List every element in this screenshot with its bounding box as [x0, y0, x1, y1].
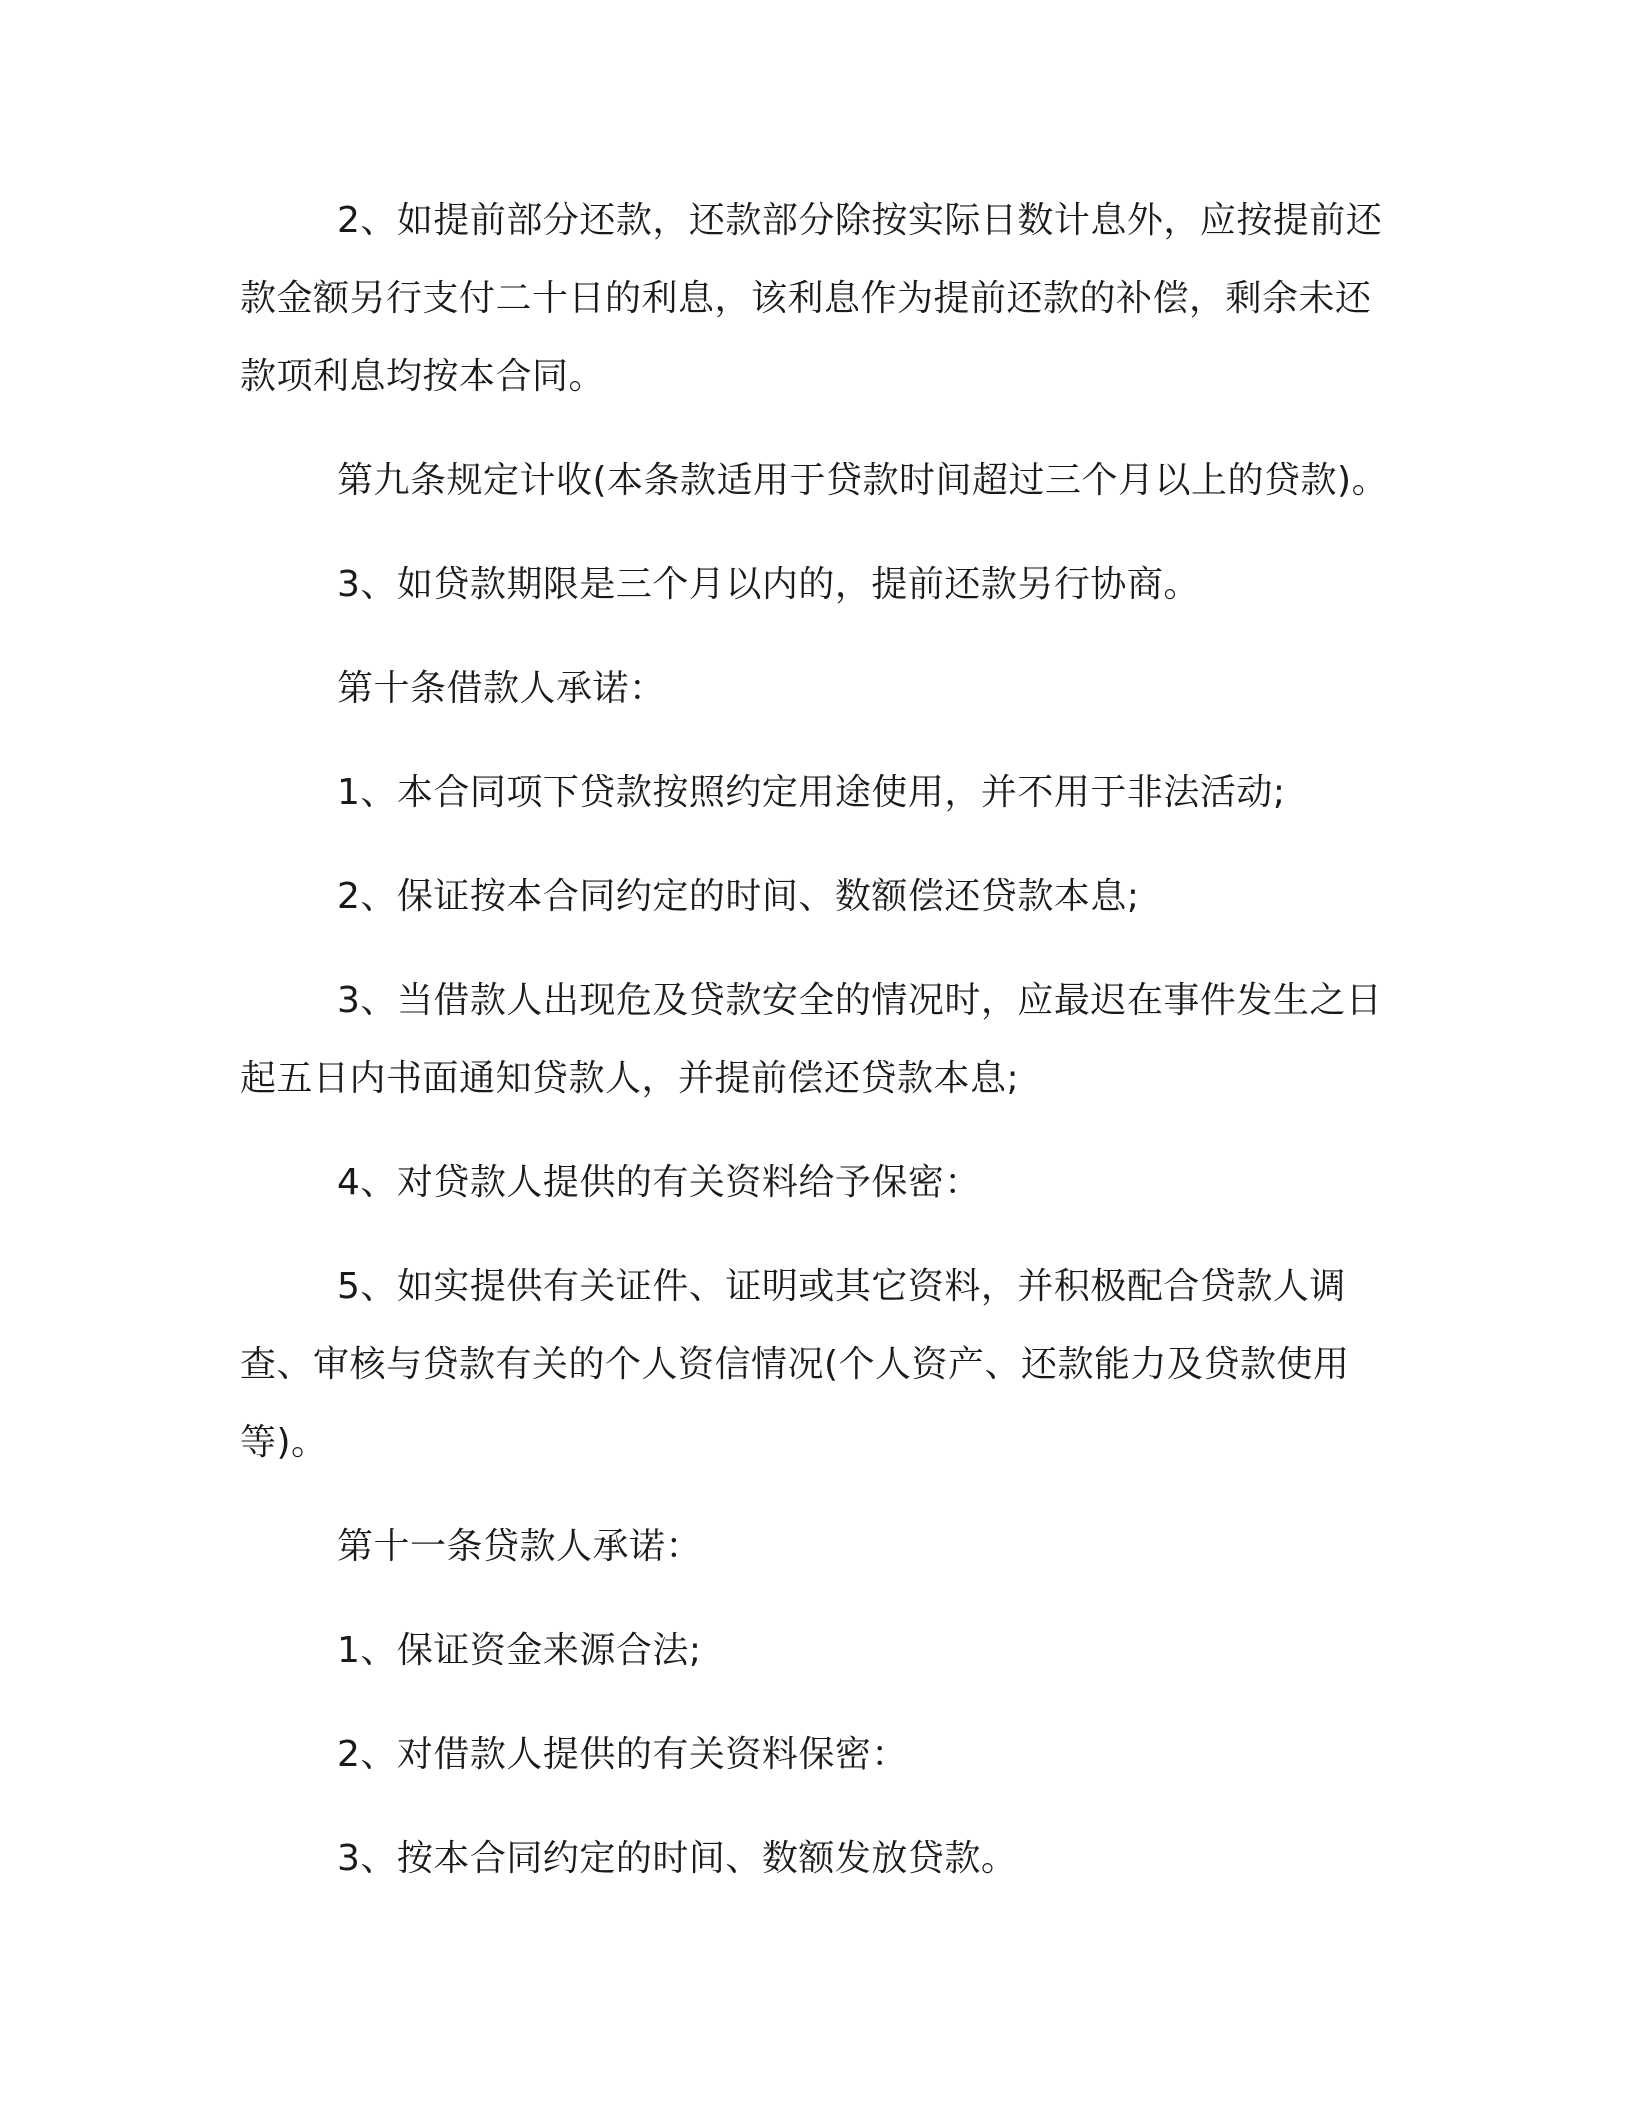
paragraph-lender-commitment-2: 2、对借款人提供的有关资料保密： [337, 1734, 908, 1775]
paragraph-borrower-commitment-2: 2、保证按本合同约定的时间、数额偿还贷款本息; [337, 876, 1140, 917]
paragraph-article-9-note: 第九条规定计收(本条款适用于贷款时间超过三个月以上的贷款)。 [337, 460, 1389, 501]
paragraph-borrower-commitment-5: 5、如实提供有关证件、证明或其它资料，并积极配合贷款人调查、审核与贷款有关的个人资信情况(个人资产、还款能力及贷款使用等)。 [240, 1266, 1350, 1463]
paragraph-borrower-commitment-4: 4、对贷款人提供的有关资料给予保密： [337, 1162, 981, 1203]
paragraph-prepayment-partial: 2、如提前部分还款，还款部分除按实际日数计息外，应按提前还款金额另行支付二十日的利息，该利息作为提前还款的补偿，剩余未还款项利息均按本合同。 [240, 200, 1383, 397]
document-body [240, 182, 1390, 1924]
paragraph-lender-commitment-3: 3、按本合同约定的时间、数额发放贷款。 [337, 1838, 1018, 1879]
heading-article-10: 第十条借款人承诺： [337, 668, 666, 709]
paragraph-borrower-commitment-3: 3、当借款人出现危及贷款安全的情况时，应最迟在事件发生之日起五日内书面通知贷款人，并提前偿还贷款本息; [240, 980, 1383, 1099]
paragraph-prepayment-short-term: 3、如贷款期限是三个月以内的，提前还款另行协商。 [337, 564, 1200, 605]
paragraph-borrower-commitment-1: 1、本合同项下贷款按照约定用途使用，并不用于非法活动; [337, 772, 1286, 813]
paragraph-lender-commitment-1: 1、保证资金来源合法; [337, 1630, 702, 1671]
heading-article-11: 第十一条贷款人承诺： [337, 1526, 703, 1567]
